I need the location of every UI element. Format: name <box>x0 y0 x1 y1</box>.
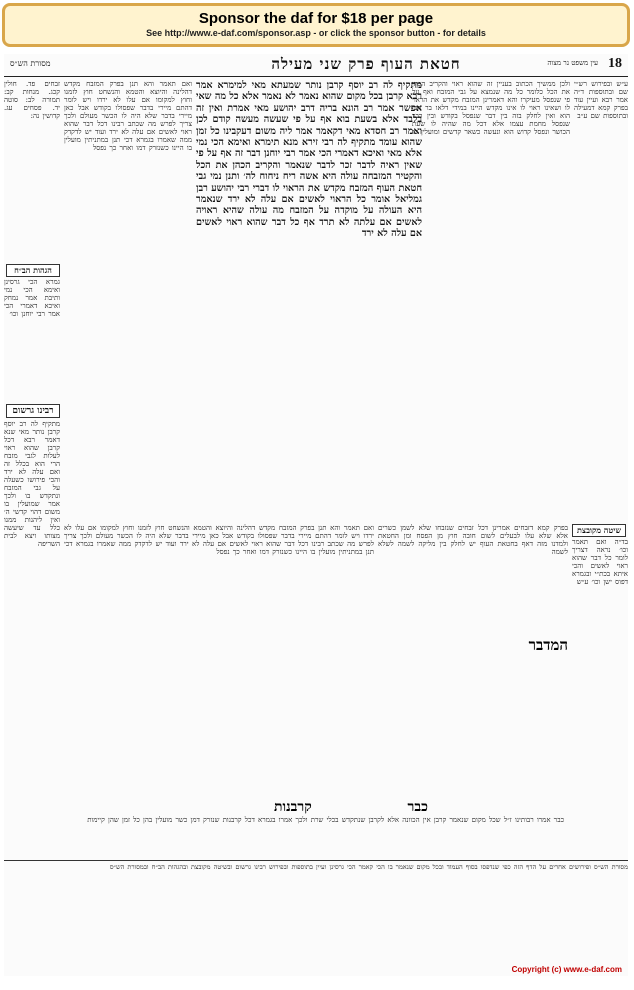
header-right-note: עין משפט נר מצוה <box>547 59 598 67</box>
tosafot-column <box>64 80 192 520</box>
rabbenu-gershom-label: רבינו גרשום <box>6 404 60 418</box>
shita-mekubetzet-text: בד״ה ואם תאמר וכו׳ נראה דצריך לומר כל דבר שהוא ראוי לאשים והכי איתא בכת״י ובגמרא דפוס ישן וכו׳ ע״ש <box>572 538 628 586</box>
hagahot-text: גמרא הכי גרסינן ואימא הכי נמי ותיבת אמר נמחק ואיכא דאמרי הכי אמר רבי יוחנן וכו׳ <box>4 278 60 318</box>
kevar-heading: כבר <box>407 799 428 815</box>
main-gemara-text <box>196 80 422 500</box>
tosafot-text: ואם תאמר והא תנן בפרק המזבח מקדש דהלינה והיוצא והטמא והנשחט חוץ לזמנו וחוץ למקומו אם עלו לא ירדו ויש לומר דהתם מיירי בדבר שפסולו בקודש אבל כאן מיירי בדבר שלא היה לו הכשר מעולם ולכך צריך לפרש מה שכתב רבינו דכל דבר שהוא ראוי לאשים אם עלה לא ירד ועוד יש לדקדק ממה שאמרו בגמרא דכי תנן במתניתין מועלין בו היינו כשנזרק דמו ואחר כך נפסל <box>64 80 192 152</box>
shita-mekubetzet-text-block <box>572 538 628 804</box>
bottom-notes-text: מסורת הש״ס ופירושים אחרים על הדף הזה כפי שנדפסו בסוף העמוד ובכל מקום שנאמר בו הכי קאמר הכי גרסינן ועיין בתוספות ובפירוש רבינו גרשום ובשיטה מקובצת ובהגהות הב״ח ובמסורת הש״ס <box>109 864 628 871</box>
copyright-link[interactable]: Copyright (c) www.e-daf.com <box>511 965 622 974</box>
main-gemara-content: מתקיף לה רב יוסף קרבן נותר שמעתא מאי למימרא אמר רבא קרבן בכל מקום שהוא נאמר לא נאמר אלא כל מה שאי אפשר אמר רב הונא בריה דרב יהושע מאי אמרת ואין זה בלבד אלא בשעת בוא אף על פי שעשה מעשה קודם לכן ואמר רב חסדא מאי דקאמר אמר ליה משום דעקבינו כל זמן שהוא עומד מתקיף לה רבי זירא מנא תימרא ואימא הכי נמי אלא מאי ואיכא דאמרי הכי אמר רבי יוחנן דבר זה אף על פי שאין ראיה לדבר זכר לדבר שנאמר והקריב הכהן את הכל והקטיר המזבחה עולה היא אשה ריח ניחוח לה׳ ותנן נמי גבי חטאת העוף המזבח מקדש את הראוי לו דברי רבי יהושע רבן גמליאל אומר כל הראוי לאשים אם עלה לא ירד שנאמר היא העולה על מוקדה על המזבח מה עולה שהיא ראויה לאשים אם עלתה לא תרד אף כל דבר שהוא ראוי לאשים אם עלה לא ירד <box>196 80 422 240</box>
middle-lower-commentary <box>64 524 374 794</box>
left-margin-text: זבחים פד. חולין קכג. מנחות קב: תמורה לב: סוטה יד. פסחים עג. קדושין נה: <box>4 80 60 120</box>
hagahot-label: הגהות הב״ח <box>6 264 60 277</box>
hamedabber-text: בפרק קמא דזבחים אמרינן דכל זבחים שנזבחו שלא לשמן כשרים אלא שלא עלו לבעלים לשום חובה חוץ מן הפסח ומן החטאת ולמדנו מזה דאף בחטאת העוף יש לחלק בין מליקה לשמה לשלא לשמה <box>378 524 568 556</box>
middle-lower-text: ואם תאמר והא תנן בפרק המזבח מקדש דהלינה והיוצא והטמא והנשחט חוץ לזמנו וחוץ למקומו אם עלו לא ירדו ויש לומר דהתם מיירי בדבר שפסולו בקודש אבל כאן מיירי בדבר שלא היה לו הכשר מעולם ולכך צריך לפרש מה שכתב רבינו דכל דבר שהוא ראוי לאשים אם עלה לא ירד ועוד יש לדקדק ממה שאמרו בגמרא דכי תנן במתניתין מועלין בו היינו כשנזרק דמו ואחר כך נפסל <box>64 524 374 556</box>
bottom-notes-block <box>4 864 628 960</box>
korbanot-heading: קרבנות <box>274 799 312 815</box>
kevar-text-block <box>64 816 564 856</box>
page-header <box>4 54 628 77</box>
kevar-text: כבר אמרו רבותינו ז״ל שכל מקום שנאמר קרבן אין הכוונה אלא לקרבן שנתקדש בכלי שרת ולכך אמרו בגמרא דכל קרבנות שנזרק דמן כשר מועלין בהן כל זמן שהן קיימות <box>87 816 564 824</box>
running-title: חטאת העוף פרק שני מעילה <box>271 55 461 73</box>
header-left-note: מסורת הש״ס <box>10 59 51 68</box>
talmud-page <box>4 54 628 976</box>
left-margin-column <box>4 80 60 260</box>
rashi-text: ולכן ממשיך הכתוב בעניין זה שהוא ראוי והקריב הכהן את הכל כלומר כל מה שנמצא על גבי המזבח ואף על פי שנפסל מעיקרו והא דאמרינן המזבח מקדש את הראוי לו ושאינו ראוי לו אינו מקדש היינו במידי דלאו בר הכי הוא ואין לחלק בזה בין דבר שנפסל בקודש ובין דבר שנפסל מחמת עצמו אלא דכל מה שהיה לו שעת הכושר ונפסל קדוש הוא ונעשה כשאר קדשים ומועלין בו <box>412 80 570 136</box>
sponsor-title[interactable]: Sponsor the daf for $18 per page <box>198 10 434 27</box>
hamedabber-heading: המדבר <box>528 636 568 654</box>
rashi-column <box>412 80 570 520</box>
rabbenu-gershom-text-block <box>4 420 60 804</box>
hagahot-text-block <box>4 278 60 398</box>
shita-mekubetzet-label: שיטה מקובצת <box>572 524 626 537</box>
page-number: 18 <box>608 56 622 71</box>
hamedabber-text-block <box>378 524 568 794</box>
right-margin-text: ע״ש ובפירוש רש״י שם ובתוספות ד״ה אמר רבא ועיין עוד בפרק קמא דמעילה ובתוספות שם ע״ב <box>574 80 628 120</box>
right-margin-column <box>574 80 628 520</box>
rabbenu-gershom-text: מתקיף לה רב יוסף קרבן נותר מאי שנא דאמר רבא דכל קרבן שהוא ראוי לעלות לגבי מזבח הרי הוא בכלל זה ואם עלה לא ירד והכי פירושו כשעלה על גבי המזבח ונתקדש בו ולכך אמר שמועלין בו משום דהוי קדשי ה׳ ואין ליהנות ממנו כלל עד שיעשה מצותו ויצא לבית השריפה <box>4 420 60 548</box>
bottom-divider <box>4 860 628 861</box>
sponsor-banner[interactable] <box>2 3 630 47</box>
sponsor-subtitle[interactable]: See http://www.e-daf.com/sponsor.asp - or click the sponsor button - for details <box>146 28 486 38</box>
